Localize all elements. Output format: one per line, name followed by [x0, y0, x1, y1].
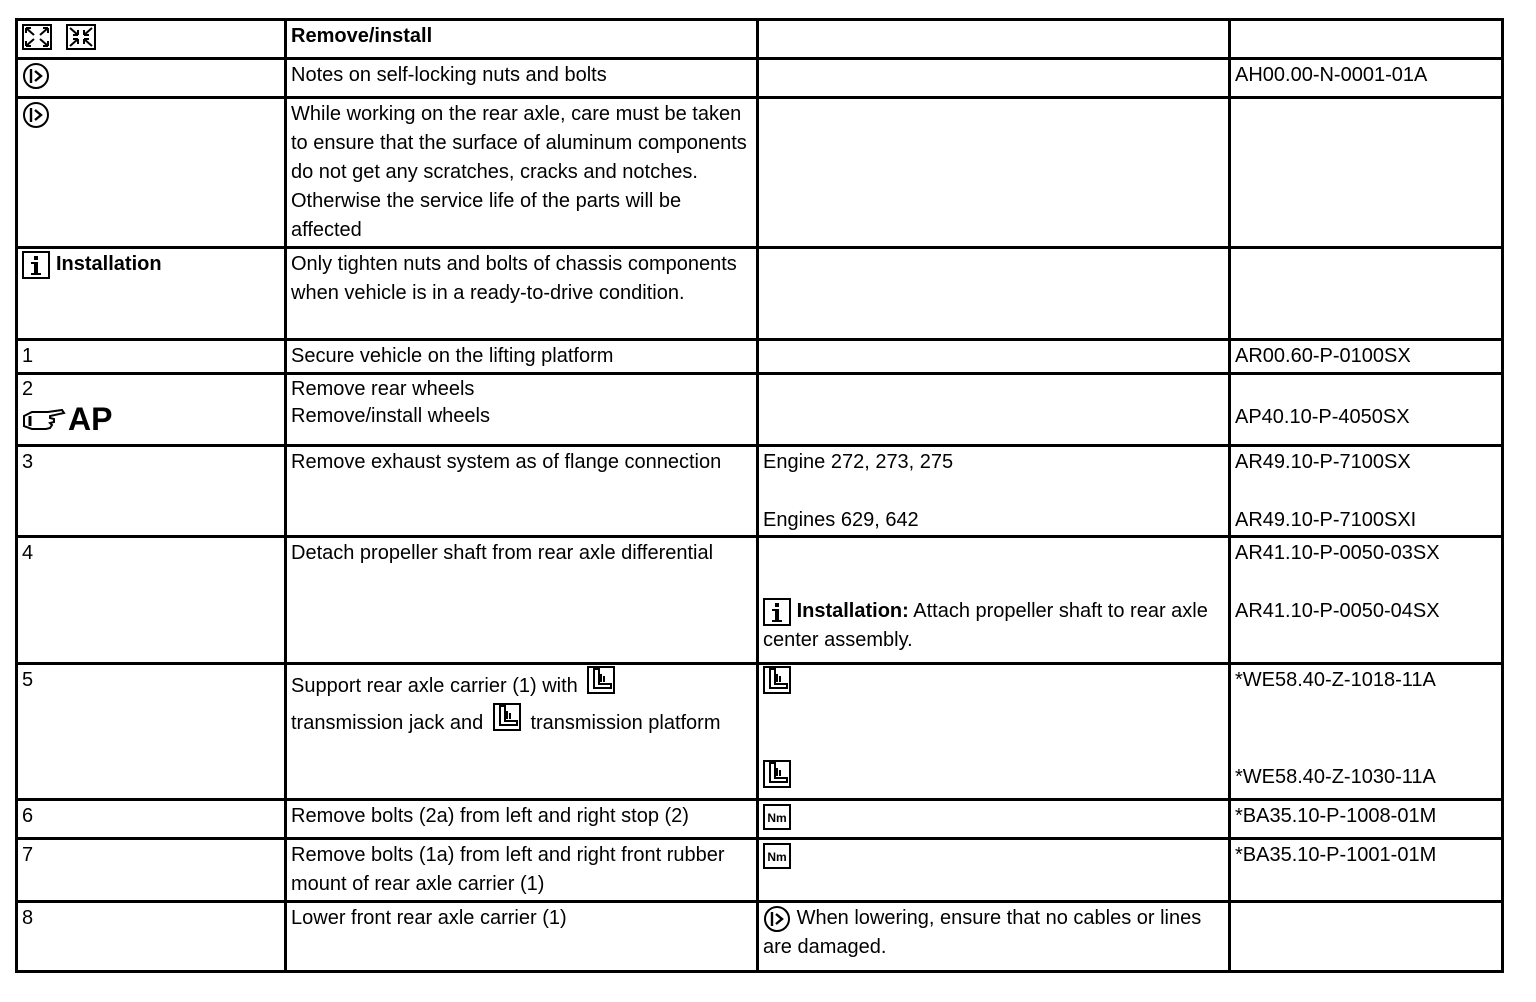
special-tool-icon[interactable]: [587, 666, 615, 694]
step-number: 3: [17, 446, 286, 537]
header-empty-3: [758, 20, 1230, 59]
table-row: [17, 839, 1503, 902]
row-note: Engine 272, 273, 275: [763, 451, 954, 473]
row-text: Remove exhaust system as of flange connection: [286, 446, 758, 537]
row-text: Support rear axle carrier (1) with: [291, 675, 578, 697]
notice-icon: [763, 905, 791, 933]
table-row: [17, 248, 1503, 340]
table-row: [17, 664, 1503, 800]
torque-nm-icon[interactable]: [763, 843, 791, 869]
header-title: Remove/install: [286, 20, 758, 59]
row-ref[interactable]: AR49.10-P-7100SX: [1235, 451, 1411, 473]
step-number: 6: [17, 800, 286, 839]
row-text: Only tighten nuts and bolts of chassis components when vehicle is in a ready-to-drive condition.: [286, 248, 758, 340]
row-text: Detach propeller shaft from rear axle differential: [286, 537, 758, 664]
step-number: 5: [17, 664, 286, 800]
hand-pointer-icon[interactable]: [22, 404, 66, 434]
step-number: 2: [22, 378, 34, 400]
header-empty-4: [1230, 20, 1503, 59]
step-number: 7: [17, 839, 286, 902]
table-row: [17, 902, 1503, 972]
row-ref[interactable]: AR41.10-P-0050-03SX: [1235, 542, 1440, 564]
info-icon: [763, 598, 791, 626]
step-number: 8: [17, 902, 286, 972]
header-row: [17, 20, 1503, 59]
row-ref[interactable]: AR00.60-P-0100SX: [1230, 340, 1503, 374]
table-row: [17, 340, 1503, 374]
installation-label: Installation: [56, 253, 162, 276]
special-tool-icon[interactable]: [763, 760, 1224, 788]
installation-note-label: Installation:: [796, 600, 909, 622]
row-ref[interactable]: *BA35.10-P-1008-01M: [1230, 800, 1503, 839]
row-subtext: Remove/install wheels: [291, 405, 490, 427]
row-ref[interactable]: AH00.00-N-0001-01A: [1230, 59, 1503, 98]
special-tool-icon[interactable]: [493, 703, 521, 731]
row-ref[interactable]: AR49.10-P-7100SXI: [1235, 509, 1417, 531]
notice-icon: [22, 101, 50, 129]
row-text: Remove bolts (1a) from left and right front rubber mount of rear axle carrier (1): [286, 839, 758, 902]
row-text: Notes on self-locking nuts and bolts: [286, 59, 758, 98]
table-row: [17, 98, 1503, 248]
table-row: [17, 374, 1503, 446]
torque-nm-label: Nm: [767, 849, 787, 864]
table-row: [17, 800, 1503, 839]
info-icon: [22, 251, 50, 279]
row-text: transmission platform: [530, 712, 721, 734]
torque-nm-label: Nm: [767, 810, 787, 825]
row-ref[interactable]: *BA35.10-P-1001-01M: [1230, 839, 1503, 902]
row-ref[interactable]: *WE58.40-Z-1018-11A: [1235, 669, 1436, 691]
row-ref[interactable]: *WE58.40-Z-1030-11A: [1235, 766, 1436, 788]
row-text: Secure vehicle on the lifting platform: [286, 340, 758, 374]
row-ref[interactable]: AP40.10-P-4050SX: [1235, 406, 1410, 428]
row-note: Engines 629, 642: [763, 509, 919, 531]
ap-label[interactable]: AP: [68, 401, 113, 437]
header-icons-cell: [17, 20, 286, 59]
step-number: 1: [17, 340, 286, 374]
special-tool-icon[interactable]: [763, 666, 1224, 694]
row-text: Lower front rear axle carrier (1): [286, 902, 758, 972]
row-note: When lowering, ensure that no cables or lines are damaged.: [763, 907, 1202, 958]
table-row: [17, 59, 1503, 98]
install-icon: [66, 24, 96, 50]
row-ref[interactable]: AR41.10-P-0050-04SX: [1235, 600, 1440, 622]
torque-nm-icon[interactable]: [763, 804, 791, 830]
step-number: 4: [17, 537, 286, 664]
procedure-table: [15, 18, 1504, 973]
row-text: transmission jack and: [291, 712, 484, 734]
row-text: While working on the rear axle, care must be taken to ensure that the surface of aluminum components do not get any scratches, cracks and notches. Otherwise the service life of the parts will be affected: [286, 98, 758, 248]
row-text: Remove bolts (2a) from left and right stop (2): [286, 800, 758, 839]
remove-icon: [22, 24, 52, 50]
row-note: Attach propeller shaft to rear axle center assembly.: [763, 600, 1208, 651]
table-row: [17, 446, 1503, 537]
row-text: Remove rear wheels: [291, 378, 475, 400]
table-row: [17, 537, 1503, 664]
notice-icon: [22, 62, 50, 90]
